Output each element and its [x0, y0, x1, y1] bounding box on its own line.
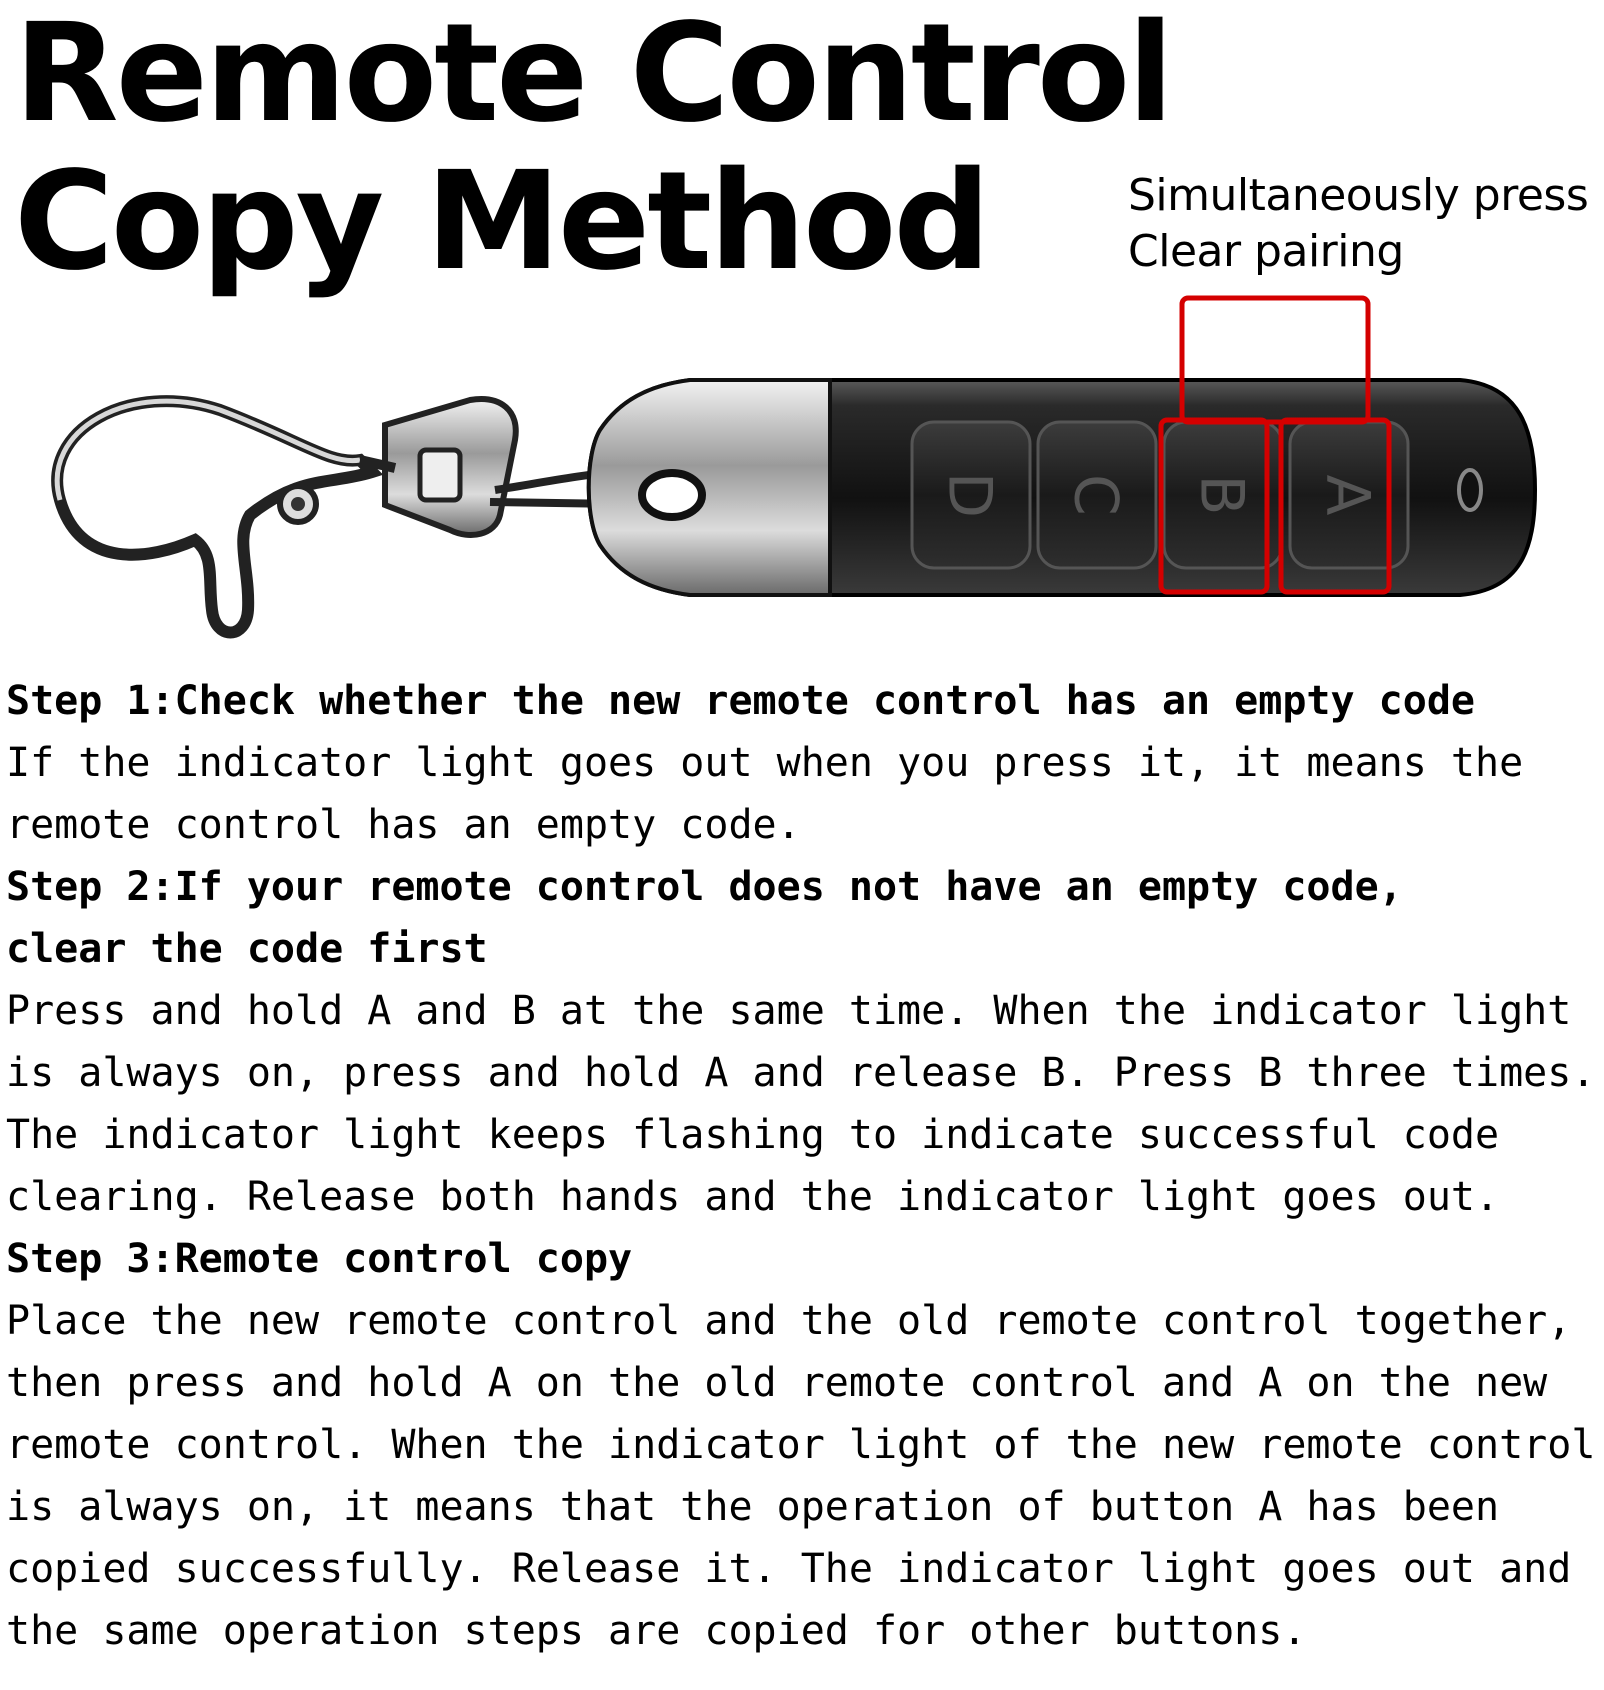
step-3-text: the same operation steps are copied for other buttons.: [6, 1608, 1307, 1654]
step-3-text: is always on, it means that the operation of button A has been: [6, 1484, 1500, 1530]
step-1-heading: Step 1:Check whether the new remote control has an empty code: [6, 678, 1476, 724]
button-d-label: D: [934, 471, 1005, 519]
title-line-1: Remote Control: [14, 0, 1171, 153]
step-1-text: remote control has an empty code.: [6, 802, 801, 848]
step-3-text: Place the new remote control and the old remote control together,: [6, 1298, 1572, 1344]
step-3-heading: Step 3:Remote control copy: [6, 1236, 633, 1282]
step-2-text: clearing. Release both hands and the indicator light goes out.: [6, 1174, 1500, 1220]
button-a-label: A: [1312, 474, 1383, 516]
step-3-text: then press and hold A on the old remote control and A on the new: [6, 1360, 1548, 1406]
step-2-heading: clear the code first: [6, 926, 488, 972]
instructions: [6, 670, 1596, 1662]
clear-pairing-callout: [1128, 168, 1588, 280]
step-1-text: If the indicator light goes out when you press it, it means the: [6, 740, 1524, 786]
step-3-text: remote control. When the indicator light of the new remote control: [6, 1422, 1596, 1468]
button-d: [912, 422, 1030, 568]
callout-line-1: Simultaneously press: [1128, 170, 1589, 221]
button-c: [1038, 422, 1156, 568]
title-line-2: Copy Method: [14, 143, 988, 301]
step-2-text: is always on, press and hold A and release B. Press B three times.: [6, 1050, 1596, 1096]
step-2-heading: Step 2:If your remote control does not have an empty code,: [6, 864, 1403, 910]
step-2-text: Press and hold A and B at the same time. When the indicator light: [6, 988, 1572, 1034]
button-c-label: C: [1060, 474, 1131, 516]
button-b: [1164, 422, 1282, 568]
remote-diagram: [0, 290, 1604, 670]
callout-line-2: Clear pairing: [1128, 226, 1404, 277]
step-2-text: The indicator light keeps flashing to indicate successful code: [6, 1112, 1500, 1158]
page-title: [14, 0, 1171, 301]
step-3-text: copied successfully. Release it. The indicator light goes out and: [6, 1546, 1572, 1592]
button-b-label: B: [1186, 474, 1257, 516]
